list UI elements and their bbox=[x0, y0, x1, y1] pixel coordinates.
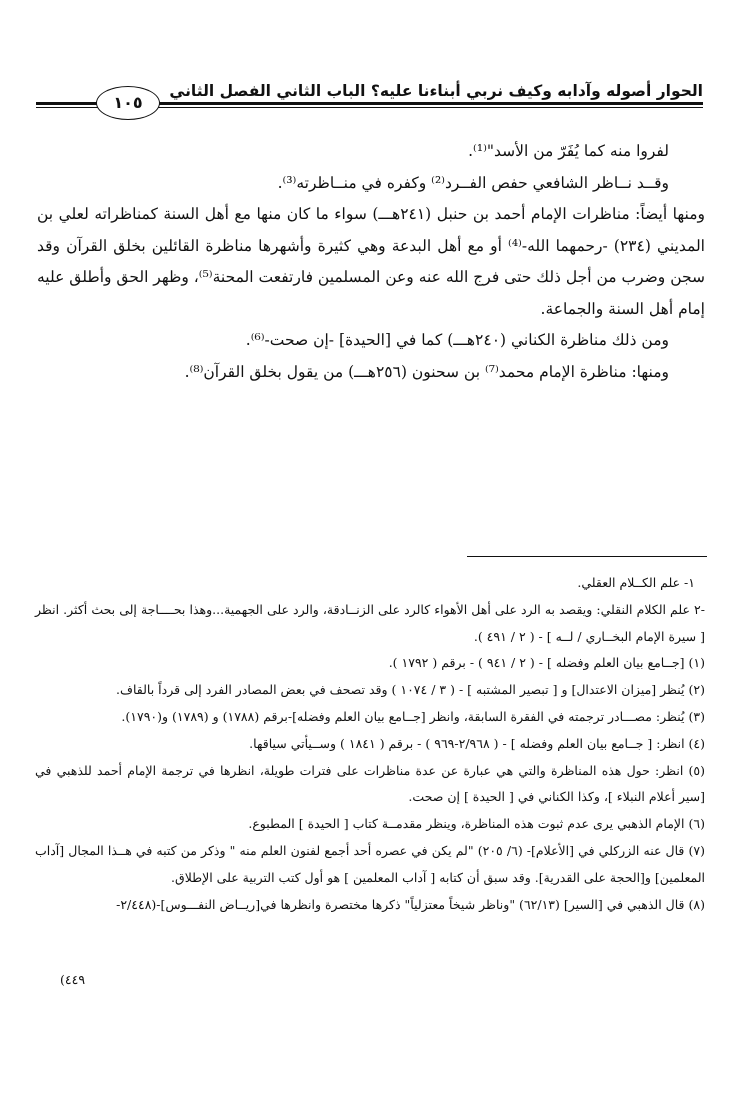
main-text bbox=[37, 136, 705, 388]
running-header bbox=[36, 78, 703, 118]
paragraph: لفروا منه كما يُفَرّ من الأسد"⁽¹⁾. bbox=[468, 142, 669, 160]
footnote-continuation: ٤٤٩) bbox=[60, 972, 86, 987]
footnote: (٧) قال عنه الزركلي في [الأعلام]- (٦/ ٢٠٥) "لم يكن في عصره أحد أجمع لفنون العلم منه " وذكر من كتبه في هــذا المجال [آداب المعلمين] و[الحجة على القدرية]. وقد سبق أن كتابه [ آداب المعلمين ] هو أول كتب التربية على الإطلاق. bbox=[35, 842, 706, 885]
paragraph: ومنها أيضاً: مناظرات الإمام أحمد بن حنبل (٢٤١هـــ) سواء ما كان منها مع أهل السنة كمناظراته لعلي بن المديني (٢٣٤) -رحمهما الله-⁽⁴⁾ أو مع أهل البدعة وهي كثيرة وأشهرها مناظرة القائلين بخلق القرآن وقد سجن وضرب من أجل ذلك حتى فرج الله عنه وعن المسلمين فارتفعت المحنة⁽⁵⁾، وظهر الحق وأطلق عليه إمام أهل السنة والجماعة. bbox=[37, 205, 705, 318]
footnote: (٨) قال الذهبي في [السير] (٦٢/١٣) "وناظر شيخاً معتزلياً" ذكرها مختصرة وانظرها في[ريــاض النفـــوس]-(٢/٤٤٨- bbox=[116, 896, 705, 912]
paragraph: ومنها: مناظرة الإمام محمد⁽⁷⁾ بن سحنون (٢٥٦هـــ) من يقول بخلق القرآن⁽⁸⁾. bbox=[184, 362, 669, 381]
footnotes bbox=[35, 570, 705, 918]
footnote: (٣) يُنظر: مصـــادر ترجمته في الفقرة السابقة، وانظر [جــامع بيان العلم وفضله]-برقم (١٧٨٨) و (١٧٨٩) و(١٧٩٠). bbox=[121, 708, 705, 724]
header-title: الحوار أصوله وآدابه وكيف نربي أبناءنا عليه؟ الباب الثاني الفصل الثاني bbox=[127, 80, 703, 102]
footnote: ١- علم الكــلام العقلي. bbox=[577, 575, 695, 590]
paragraph: وقــد نــاظر الشافعي حفص الفــرد⁽²⁾ وكفره في منــاظرته⁽³⁾. bbox=[277, 173, 669, 192]
footnote: (٥) انظر: حول هذه المناظرة والتي هي عبارة عن عدة مناظرات على فترات طويلة، انظرها في ترجمة الإمام أحمد للذهبي في [سير أعلام النبلاء ]، وكذا الكناني في [ الحيدة ] إن صحت. bbox=[35, 762, 705, 805]
footnote-separator bbox=[467, 556, 707, 557]
page-number-badge: ١٠٥ bbox=[96, 86, 160, 120]
footnote: (٦) الإمام الذهبي يرى عدم ثبوت هذه المناظرة، وينظر مقدمــة كتاب [ الحيدة ] المطبوع. bbox=[248, 816, 705, 832]
footnote: (١) [جــامع بيان العلم وفضله ] - ( ٢ / ٩٤١ ) - برقم ( ١٧٩٢ ). bbox=[388, 655, 705, 671]
footnote: (٤) انظر: [ جــامع بيان العلم وفضله ] - ( ٢/٩٦٨-٩٦٩ ) - برقم ( ١٨٤١ ) وســيأتي سياقها. bbox=[249, 735, 705, 751]
footnote: -٢ علم الكلام النقلي: ويقصد به الرد على أهل الأهواء كالرد على الزنــادقة، والرد على الجهمية...وهذا بحــــاجة إلى بحث أكثر. انظر [ سيرة الإمام البخــاري / لــه ] - ( ٢ / ٤٩١ ). bbox=[35, 601, 705, 644]
paragraph: ومن ذلك مناظرة الكناني (٢٤٠هـــ) كما في [الحيدة] -إن صحت-⁽⁶⁾. bbox=[245, 331, 669, 349]
footnote: (٢) يُنظر [ميزان الاعتدال] و [ تبصير المشتبه ] - ( ٣ / ١٠٧٤ ) وقد تصحف في بعض المصادر الفرد إلى قرداً بالقاف. bbox=[116, 682, 705, 698]
